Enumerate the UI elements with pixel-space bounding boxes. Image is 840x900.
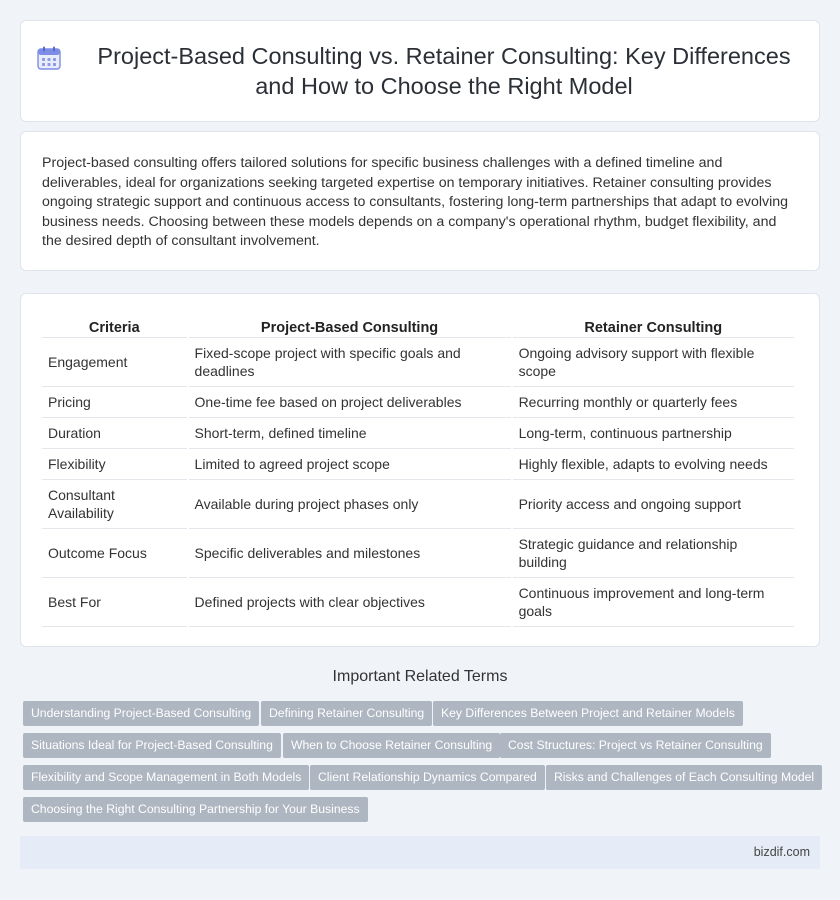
related-term-tag[interactable]: Understanding Project-Based Consulting [23, 701, 259, 726]
related-term-tag[interactable]: Risks and Challenges of Each Consulting Model [546, 765, 822, 790]
table-row [42, 387, 794, 418]
criteria-cell: Flexibility [42, 449, 187, 480]
retainer-cell: Strategic guidance and relationship building [513, 529, 794, 578]
table-row [42, 529, 794, 578]
related-term-tag[interactable]: Defining Retainer Consulting [261, 701, 432, 726]
footer-site-link[interactable]: bizdif.com [753, 845, 810, 859]
retainer-cell: Long-term, continuous partnership [513, 418, 794, 449]
project-cell: Fixed-scope project with specific goals and deadlines [189, 338, 511, 387]
related-term-tag[interactable]: When to Choose Retainer Consulting [283, 733, 500, 758]
project-cell: Limited to agreed project scope [189, 449, 511, 480]
criteria-cell: Engagement [42, 338, 187, 387]
table-row [42, 578, 794, 627]
table-row [42, 418, 794, 449]
comparison-card [20, 293, 820, 647]
footer [20, 836, 820, 869]
table-header-row [42, 312, 794, 338]
header-project-based: Project-Based Consulting [189, 312, 511, 338]
project-cell: Available during project phases only [189, 480, 511, 529]
title-card [20, 20, 820, 122]
table-row [42, 449, 794, 480]
header-criteria: Criteria [42, 312, 187, 338]
criteria-cell: Duration [42, 418, 187, 449]
criteria-cell: Consultant Availability [42, 480, 187, 529]
comparison-table [40, 312, 796, 627]
table-row [42, 338, 794, 387]
intro-card [20, 131, 820, 271]
related-term-tag[interactable]: Situations Ideal for Project-Based Consulting [23, 733, 281, 758]
retainer-cell: Priority access and ongoing support [513, 480, 794, 529]
related-term-tag[interactable]: Choosing the Right Consulting Partnership for Your Business [23, 797, 368, 822]
intro-paragraph: Project-based consulting offers tailored solutions for specific business challenges with a defined timeline and deliverables, ideal for organizations seeking targeted expertise on temporary initiatives. Retainer consulting provides ongoing strategic support and continuous access to consultants, fostering long-term partnerships that adapt to evolving business needs. Choosing between these models depends on a company's operational rhythm, budget flexibility, and the desired depth of consultant involvement. [42, 155, 789, 249]
project-cell: Defined projects with clear objectives [189, 578, 511, 627]
criteria-cell: Outcome Focus [42, 529, 187, 578]
project-cell: One-time fee based on project deliverables [189, 387, 511, 418]
page-title: Project-Based Consulting vs. Retainer Consulting: Key Differences and How to Choose the Right Model [97, 43, 791, 99]
calendar-icon [36, 45, 62, 71]
related-term-tag[interactable]: Cost Structures: Project vs Retainer Consulting [500, 733, 771, 758]
related-term-tag[interactable]: Key Differences Between Project and Retainer Models [433, 701, 743, 726]
project-cell: Specific deliverables and milestones [189, 529, 511, 578]
criteria-cell: Pricing [42, 387, 187, 418]
criteria-cell: Best For [42, 578, 187, 627]
retainer-cell: Highly flexible, adapts to evolving needs [513, 449, 794, 480]
retainer-cell: Continuous improvement and long-term goals [513, 578, 794, 627]
retainer-cell: Ongoing advisory support with flexible scope [513, 338, 794, 387]
related-terms-heading: Important Related Terms [332, 668, 508, 685]
header-retainer: Retainer Consulting [513, 312, 794, 338]
retainer-cell: Recurring monthly or quarterly fees [513, 387, 794, 418]
related-term-tag[interactable]: Flexibility and Scope Management in Both Models [23, 765, 309, 790]
related-term-tag[interactable]: Client Relationship Dynamics Compared [310, 765, 545, 790]
project-cell: Short-term, defined timeline [189, 418, 511, 449]
title-wrap [36, 41, 804, 101]
table-row [42, 480, 794, 529]
